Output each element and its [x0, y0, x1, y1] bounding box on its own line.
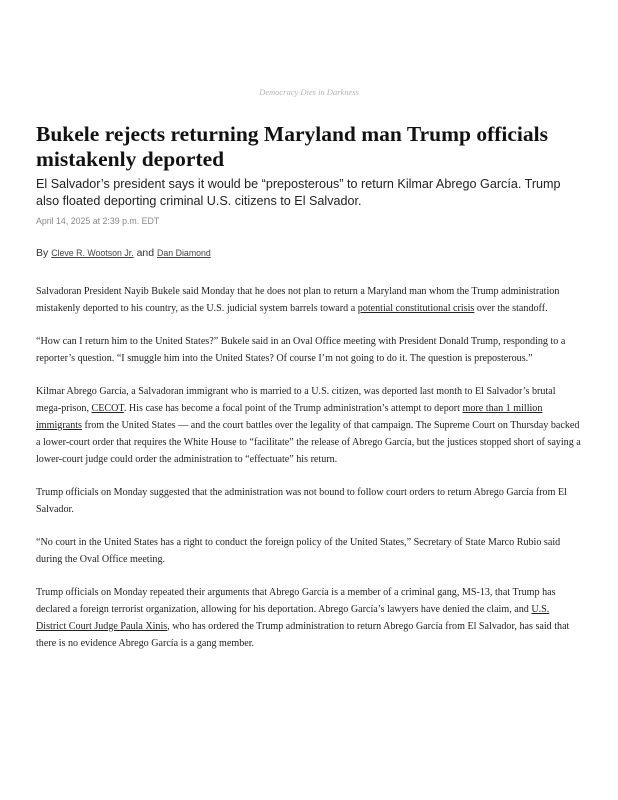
author-link-diamond[interactable]: Dan Diamond: [157, 248, 211, 258]
paragraph-text: from the United States — and the court battles over the legality of that campaign. The Supreme Court on Thursday backed a lower-court order that requires the White House to “facilitate” the release of Abrego García, but the justices stopped short of saying a lower-court judge could order the administration to “effectuate” his return.: [36, 420, 581, 465]
paragraph-text: Kilmar Abrego García, a Salvadoran immigrant who is married to a U.S. citizen, was deported last month to El Salvador’s brutal mega-prison,: [36, 386, 556, 414]
byline: [36, 247, 211, 259]
link-constitutional-crisis[interactable]: potential constitutional crisis: [357, 303, 475, 314]
paragraph-5: [36, 534, 582, 568]
masthead-tagline: Democracy Dies in Darkness: [259, 87, 359, 97]
article-body: [36, 283, 582, 668]
publish-date: April 14, 2025 at 2:39 p.m. EDT: [36, 216, 160, 226]
paragraph-text: Trump officials on Monday repeated their arguments that Abrego García is a member of a criminal gang, MS-13, that Trump has declared a foreign terrorist organization, allowing for his deportation. Abrego García’s lawyers have denied the claim, and: [36, 587, 556, 615]
paragraph-1: [36, 283, 582, 317]
paragraph-text: over the standoff.: [474, 303, 548, 314]
paragraph-4: [36, 484, 582, 518]
paragraph-text: “No court in the United States has a right to conduct the foreign policy of the United States,” Secretary of State Marco Rubio said during the Oval Office meeting.: [36, 537, 561, 565]
link-immigrants[interactable]: more than 1 million immigrants: [36, 403, 543, 431]
paragraph-text: “How can I return him to the United States?” Bukele said in an Oval Office meeting with President Donald Trump, responding to a reporter’s question. “I smuggle him into the United States? Of course I’m not going to do it. The question is preposterous.”: [36, 336, 566, 364]
link-judge-xinis[interactable]: U.S. District Court Judge Paula Xinis: [36, 604, 550, 632]
link-cecot[interactable]: CECOT: [91, 403, 124, 414]
paragraph-text: . His case has become a focal point of the Trump administration’s attempt to deport: [123, 403, 463, 414]
byline-and: and: [136, 247, 155, 259]
article-headline: Bukele rejects returning Maryland man Trump officials mistakenly deported: [36, 122, 548, 171]
paragraph-6: [36, 584, 582, 652]
article-subheadline: El Salvador’s president says it would be “preposterous” to return Kilmar Abrego García. Trump also floated deporting criminal U.S. citizens to El Salvador.: [36, 177, 561, 208]
paragraph-text: Trump officials on Monday suggested that the administration was not bound to follow court orders to return Abrego García from El Salvador.: [36, 487, 567, 515]
paragraph-3: [36, 383, 582, 468]
paragraph-text: Salvadoran President Nayib Bukele said Monday that he does not plan to return a Maryland man whom the Trump administration mistakenly deported to his country, as the U.S. judicial system barrels toward a: [36, 286, 560, 314]
byline-by: By: [36, 247, 49, 259]
paragraph-2: [36, 333, 582, 367]
paragraph-text: , who has ordered the Trump administration to return Abrego García from El Salvador, has said that there is no evidence Abrego García is a gang member.: [36, 621, 570, 649]
author-link-wootson[interactable]: Cleve R. Wootson Jr.: [51, 248, 134, 258]
